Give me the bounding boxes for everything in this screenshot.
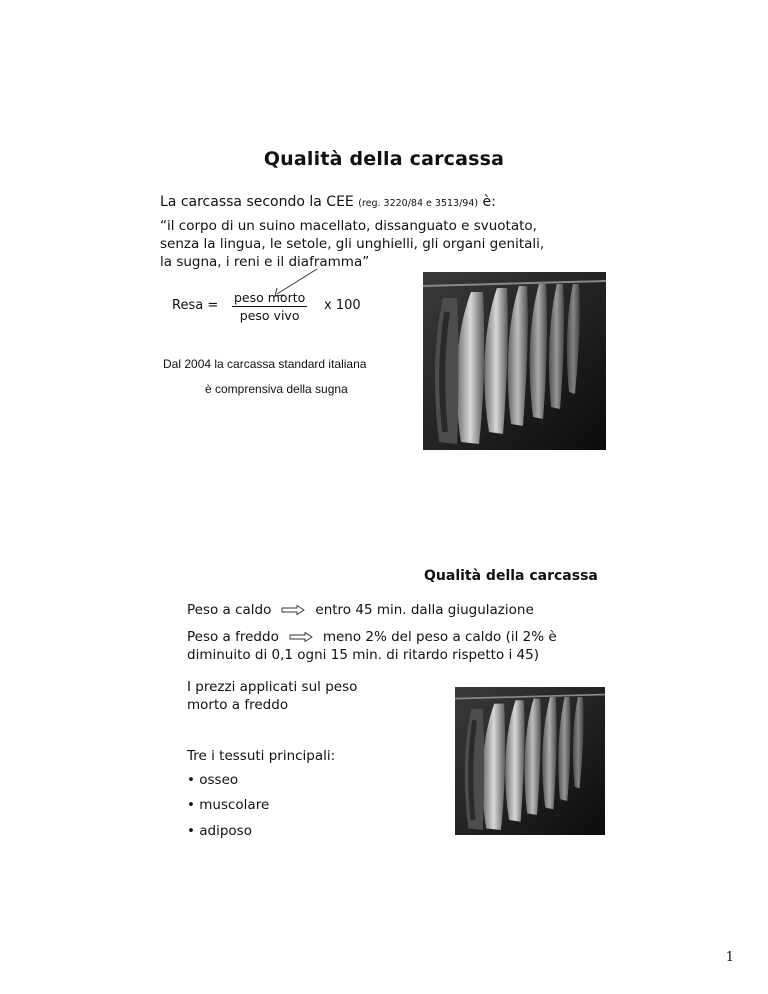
quote-line: “il corpo di un suino macellato, dissanguato e svuotato,: [160, 218, 537, 234]
cold-weight-row: [187, 629, 557, 645]
intro-end-text: è:: [478, 194, 496, 210]
right-arrow-icon: [289, 632, 313, 642]
standard-note-line2: è comprensiva della sugna: [205, 382, 348, 396]
carcass-definition-intro: [160, 194, 496, 210]
slide2-title: Qualità della carcassa: [424, 568, 598, 584]
warm-weight-label: Peso a caldo: [187, 602, 272, 618]
resa-multiplier: x 100: [324, 298, 361, 313]
regulation-reference: (reg. 3220/84 e 3513/94): [358, 198, 479, 209]
prices-line2: morto a freddo: [187, 697, 289, 713]
right-arrow-icon: [281, 605, 305, 615]
tissues-heading: Tre i tessuti principali:: [187, 748, 336, 764]
intro-main-text: La carcassa secondo la CEE: [160, 194, 359, 210]
cold-weight-label: Peso a freddo: [187, 629, 279, 645]
page-number: 1: [725, 950, 734, 965]
fraction-denominator: peso vivo: [239, 308, 300, 323]
tissue-list-item: • muscolare: [187, 797, 270, 813]
fraction-numerator: peso morto: [234, 290, 306, 305]
carcass-definition-quote: [160, 217, 544, 271]
quote-line: la sugna, i reni e il diaframma”: [160, 254, 370, 270]
cold-weight-text: meno 2% del peso a caldo (il 2% è: [322, 629, 557, 645]
slide1-title: Qualità della carcassa: [263, 148, 505, 170]
resa-label: Resa =: [172, 298, 219, 313]
carcass-photo: [423, 272, 606, 450]
standard-note-line1: Dal 2004 la carcassa standard italiana: [163, 357, 367, 371]
carcass-photo: [455, 687, 605, 835]
warm-weight-text: entro 45 min. dalla giugulazione: [315, 602, 534, 618]
prices-line1: I prezzi applicati sul peso: [187, 679, 358, 695]
cold-weight-text-continued: diminuito di 0,1 ogni 15 min. di ritardo rispetto i 45): [187, 647, 539, 663]
warm-weight-row: [187, 602, 534, 618]
yield-fraction: [232, 290, 307, 323]
tissue-list-item: • osseo: [187, 772, 239, 788]
quote-line: senza la lingua, le setole, gli unghielli, gli organi genitali,: [160, 236, 545, 252]
tissue-list-item: • adiposo: [187, 823, 252, 839]
